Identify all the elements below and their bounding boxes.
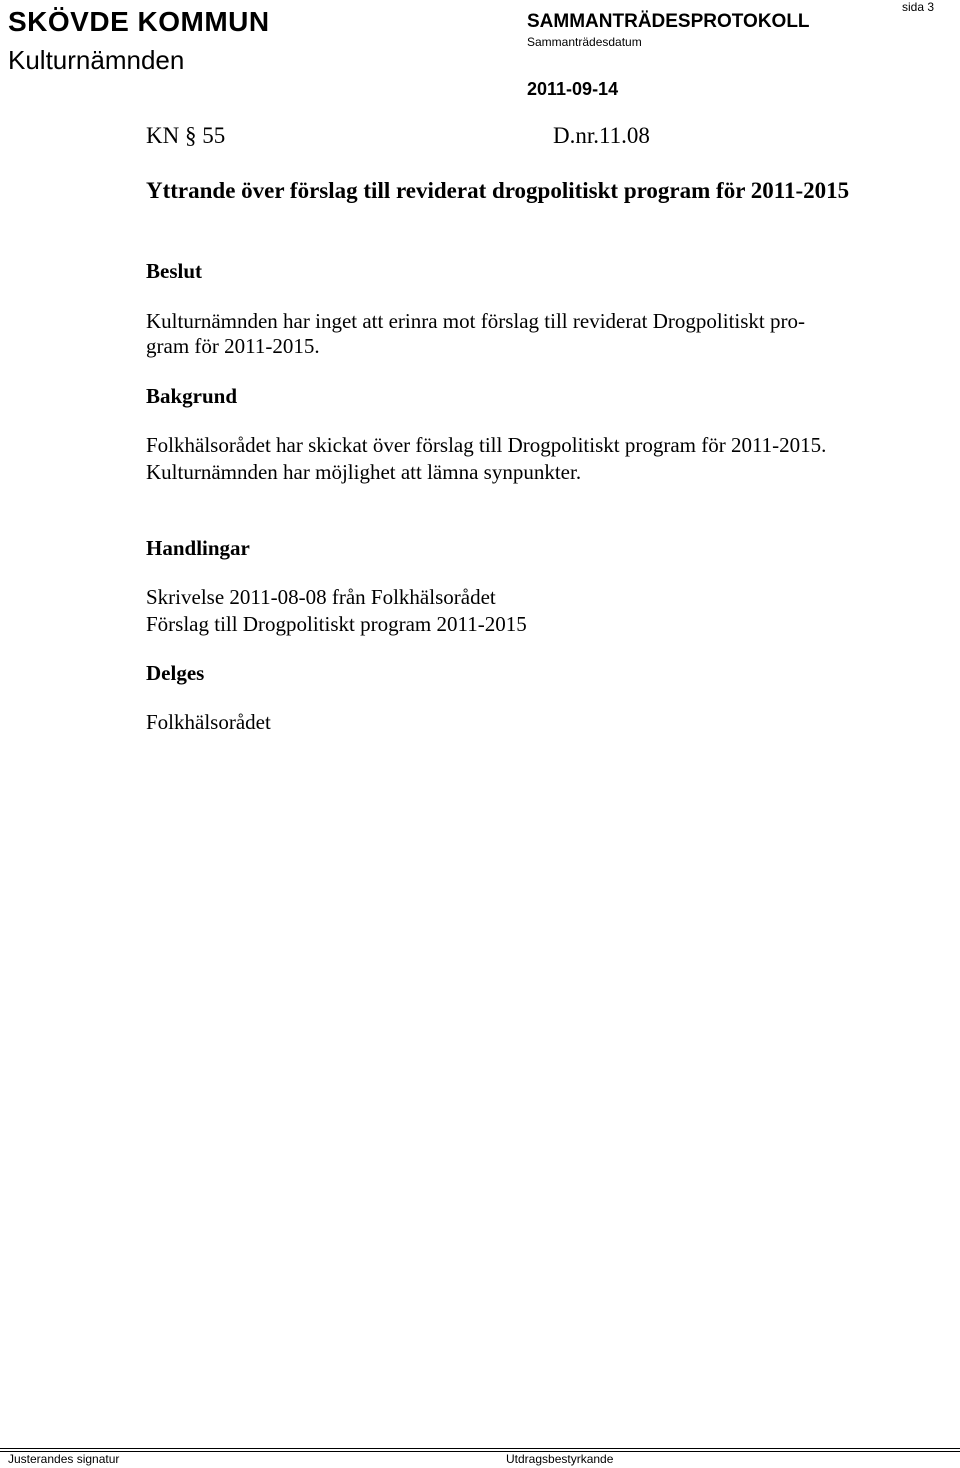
footer-divider	[0, 1448, 960, 1449]
organization-logo: SKÖVDE KOMMUN	[8, 6, 270, 37]
distribution-item: Folkhälsorådet	[146, 710, 271, 734]
section-reference: KN § 55	[146, 123, 226, 148]
background-line: Kulturnämnden har möjlighet att lämna synpunkter.	[146, 460, 582, 484]
documents-heading: Handlingar	[146, 536, 250, 560]
distribution-heading: Delges	[146, 661, 205, 685]
adjuster-signature-label: Justerandes signatur	[8, 1452, 120, 1466]
decision-line: Kulturnämnden har inget att erinra mot förslag till reviderat Drogpolitiskt pro-	[146, 309, 805, 333]
diary-number: D.nr.11.08	[553, 123, 650, 148]
document-item: Skrivelse 2011-08-08 från Folkhälsorådet	[146, 585, 496, 609]
document-item: Förslag till Drogpolitiskt program 2011-2015	[146, 612, 527, 636]
decision-line: gram för 2011-2015.	[146, 334, 320, 358]
meeting-date: 2011-09-14	[527, 79, 619, 99]
background-line: Folkhälsorådet har skickat över förslag till Drogpolitiskt program för 2011-2015.	[146, 433, 827, 457]
page-number: sida 3	[902, 0, 935, 14]
document-type: SAMMANTRÄDESPROTOKOLL	[527, 11, 810, 32]
decision-heading: Beslut	[146, 259, 203, 283]
committee-name: Kulturnämnden	[8, 45, 185, 75]
page-title: Yttrande över förslag till reviderat drogpolitiskt program för 2011-2015	[146, 178, 850, 203]
meeting-date-label: Sammanträdesdatum	[527, 35, 642, 49]
background-heading: Bakgrund	[146, 384, 238, 408]
extract-certification-label: Utdragsbestyrkande	[506, 1452, 614, 1466]
footer-divider	[0, 1451, 960, 1452]
